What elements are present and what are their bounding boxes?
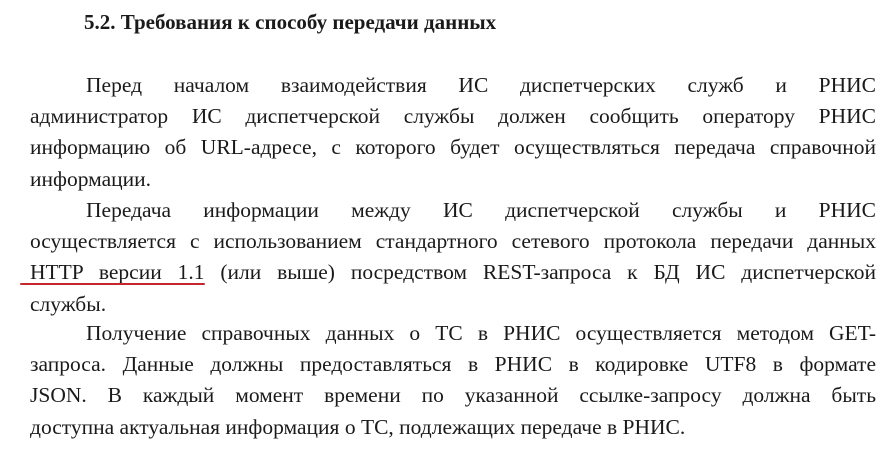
section-heading: 5.2. Требования к способу передачи данных	[84, 10, 497, 34]
paragraph-transfer-protocol	[30, 195, 876, 320]
paragraph-url-info	[30, 70, 876, 195]
paragraph-line: службы.	[30, 291, 107, 316]
paragraph-line: JSON. В каждый момент времени по указанной ссылке-запросу должна быть	[30, 383, 876, 408]
paragraph-data-format	[30, 318, 876, 443]
red-underline-annotation	[20, 283, 205, 285]
paragraph-line: доступна актуальная информация о ТС, подлежащих передаче в РНИС.	[30, 414, 686, 439]
paragraph-line: HTTP версии 1.1 (или выше) посредством REST-запроса к БД ИС диспетчерской	[30, 260, 876, 285]
paragraph-line: информации.	[30, 166, 152, 191]
paragraph-line: осуществляется с использованием стандартного сетевого протокола передачи данных	[30, 229, 876, 254]
paragraph-line: Передача информации между ИС диспетчерской службы и РНИС	[86, 198, 876, 222]
paragraph-line: Получение справочных данных о ТС в РНИС осуществляется методом GET-	[86, 321, 876, 345]
paragraph-line: информацию об URL-адресе, с которого будет осуществляться передача справочной	[30, 135, 876, 160]
paragraph-line: администратор ИС диспетчерской службы должен сообщить оператору РНИС	[30, 104, 876, 129]
paragraph-line: Перед началом взаимодействия ИС диспетчерских служб и РНИС	[86, 73, 876, 97]
paragraph-line: запроса. Данные должны предоставляться в РНИС в кодировке UTF8 в формате	[30, 352, 876, 377]
